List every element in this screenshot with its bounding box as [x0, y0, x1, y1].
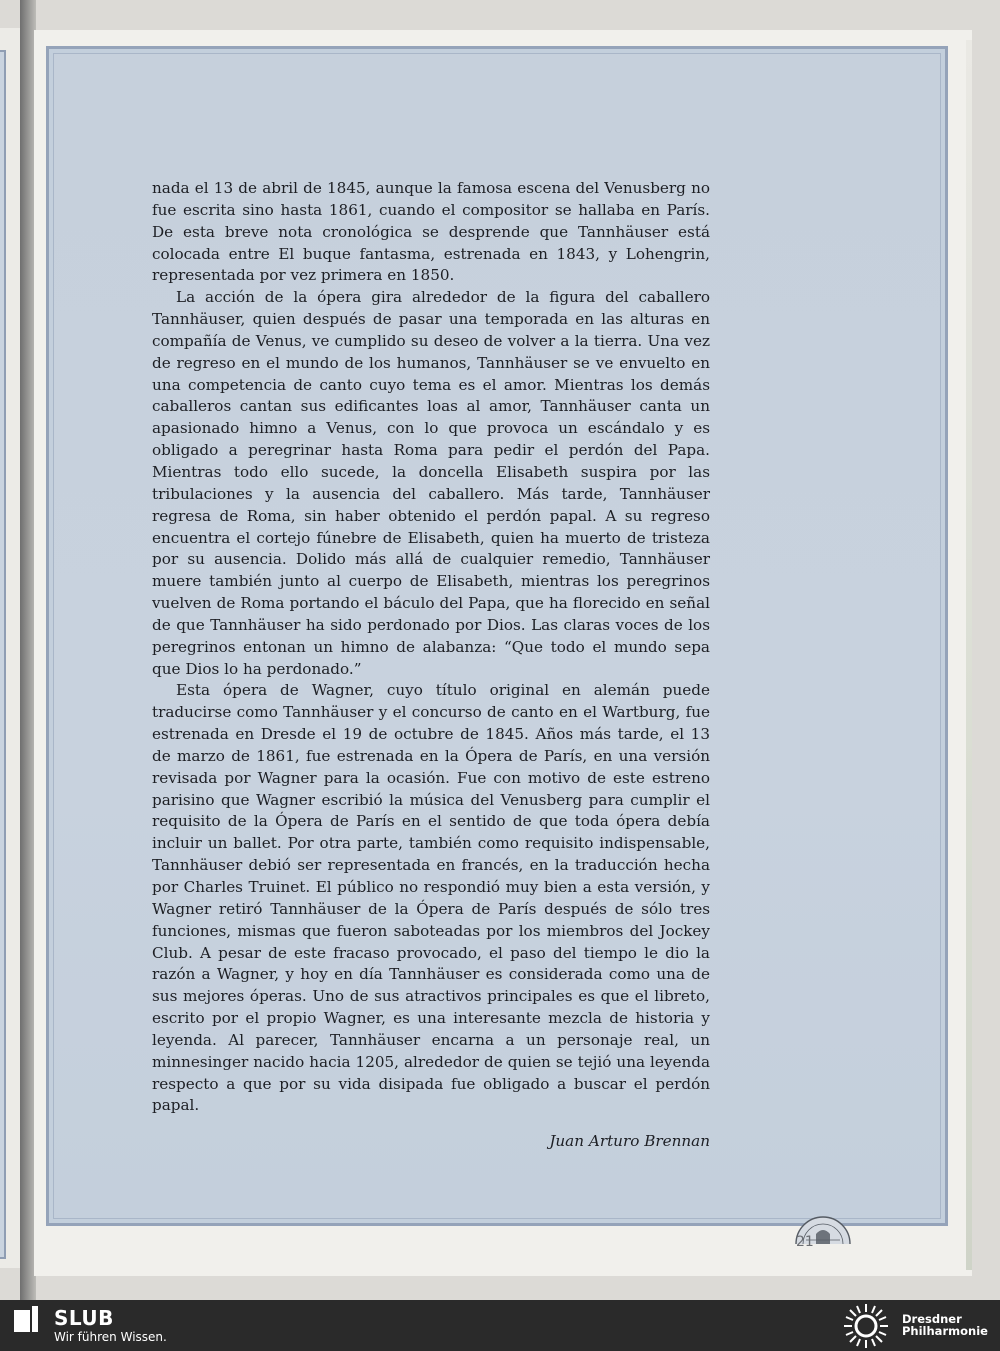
author-signature: Juan Arturo Brennan: [549, 1132, 710, 1150]
page-frame: [46, 46, 948, 1226]
partner-name-line2: Philharmonie: [902, 1324, 988, 1338]
slub-logo-icon: [14, 1306, 38, 1332]
page-21: [34, 30, 972, 1276]
digitization-footer: [0, 1300, 1000, 1351]
previous-page-edge: [0, 28, 20, 1268]
body-text: [152, 178, 710, 1117]
page-edge: [966, 40, 972, 1270]
partner-name-line1: Dresdner: [902, 1312, 962, 1326]
paragraph-2: La acción de la ópera gira alrededor de la figura del caballero Tannhäuser, quien después de pasar una temporada en las alturas en compañía de Venus, ve cumplido su deseo de volver a la tierra. Una vez de regreso en el mundo de los humanos, Tannhäuser se ve envuelto en una competencia de canto cuyo tema es el amor. Mientras los demás caballeros cantan sus edificantes loas al amor, Tannhäuser canta un apasionado himno a Venus, con lo que provoca un escándalo y es obligado a peregrinar hasta Roma para pedir el perdón del Papa. Mientras todo ello sucede, la doncella Elisabeth suspira por las tribulaciones y la ausencia del caballero. Más tarde, Tannhäuser regresa de Roma, sin haber obtenido el perdón papal. A su regreso encuentra el cortejo fúnebre de Elisabeth, quien ha muerto de tristeza por su ausencia. Dolido más allá de cualquier remedio, Tannhäuser muere también junto al cuerpo de Elisabeth, mientras los peregrinos vuelven de Roma portando el báculo del Papa, que ha florecido en señal de que Tannhäuser ha sido perdonado por Dios. Las claras voces de los peregrinos entonan un himno de alabanza: “Que todo el mundo sepa que Dios lo ha perdonado.”: [152, 288, 710, 678]
partner-name: [902, 1313, 988, 1337]
library-name: SLUB: [54, 1306, 114, 1330]
paragraph-1: nada el 13 de abril de 1845, aunque la famosa escena del Venusberg no fue escrita sino hasta 1861, cuando el compositor se hallaba en París. De esta breve nota cronológica se desprende que Tannhäuser está colocada entre El buque fantasma, estrenada en 1843, y Lohengrin, representada por vez primera en 1850.: [152, 179, 710, 285]
paragraph-3: Esta ópera de Wagner, cuyo título original en alemán puede traducirse como Tannhäuser y el concurso de canto en el Wartburg, fue estrenada en Dresde el 19 de octubre de 1845. Años más tarde, el 13 de marzo de 1861, fue estrenada en la Ópera de París, en una versión revisada por Wagner para la ocasión. Fue con motivo de este estreno parisino que Wagner escribió la música del Venusberg para cumplir el requisito de la Ópera de París en el sentido de que toda ópera debía incluir un ballet. Por otra parte, también como requisito indispensable, Tannhäuser debió ser representada en francés, en la traducción hecha por Charles Truinet. El público no respondió muy bien a esta versión, y Wagner retiró Tannhäuser de la Ópera de París después de sólo tres funciones, mismas que fueron saboteadas por los miembros del Jockey Club. A pesar de este fracaso provocado, el paso del tiempo le dio la razón a Wagner, y hoy en día Tannhäuser es considerada como una de sus mejores óperas. Uno de sus atractivos principales es que el libreto, escrito por el propio Wagner, es una interesante mezcla de historia y leyenda. Al parecer, Tannhäuser encarna a un personaje real, un minnesinger nacido hacia 1205, alrededor de quien se tejió una leyenda respecto a que por su vida disipada fue obligado a buscar el perdón papal.: [152, 681, 710, 1115]
philharmonie-logo-icon: [842, 1302, 890, 1350]
library-claim: Wir führen Wissen.: [54, 1330, 167, 1344]
page-number: 21: [796, 1234, 814, 1250]
